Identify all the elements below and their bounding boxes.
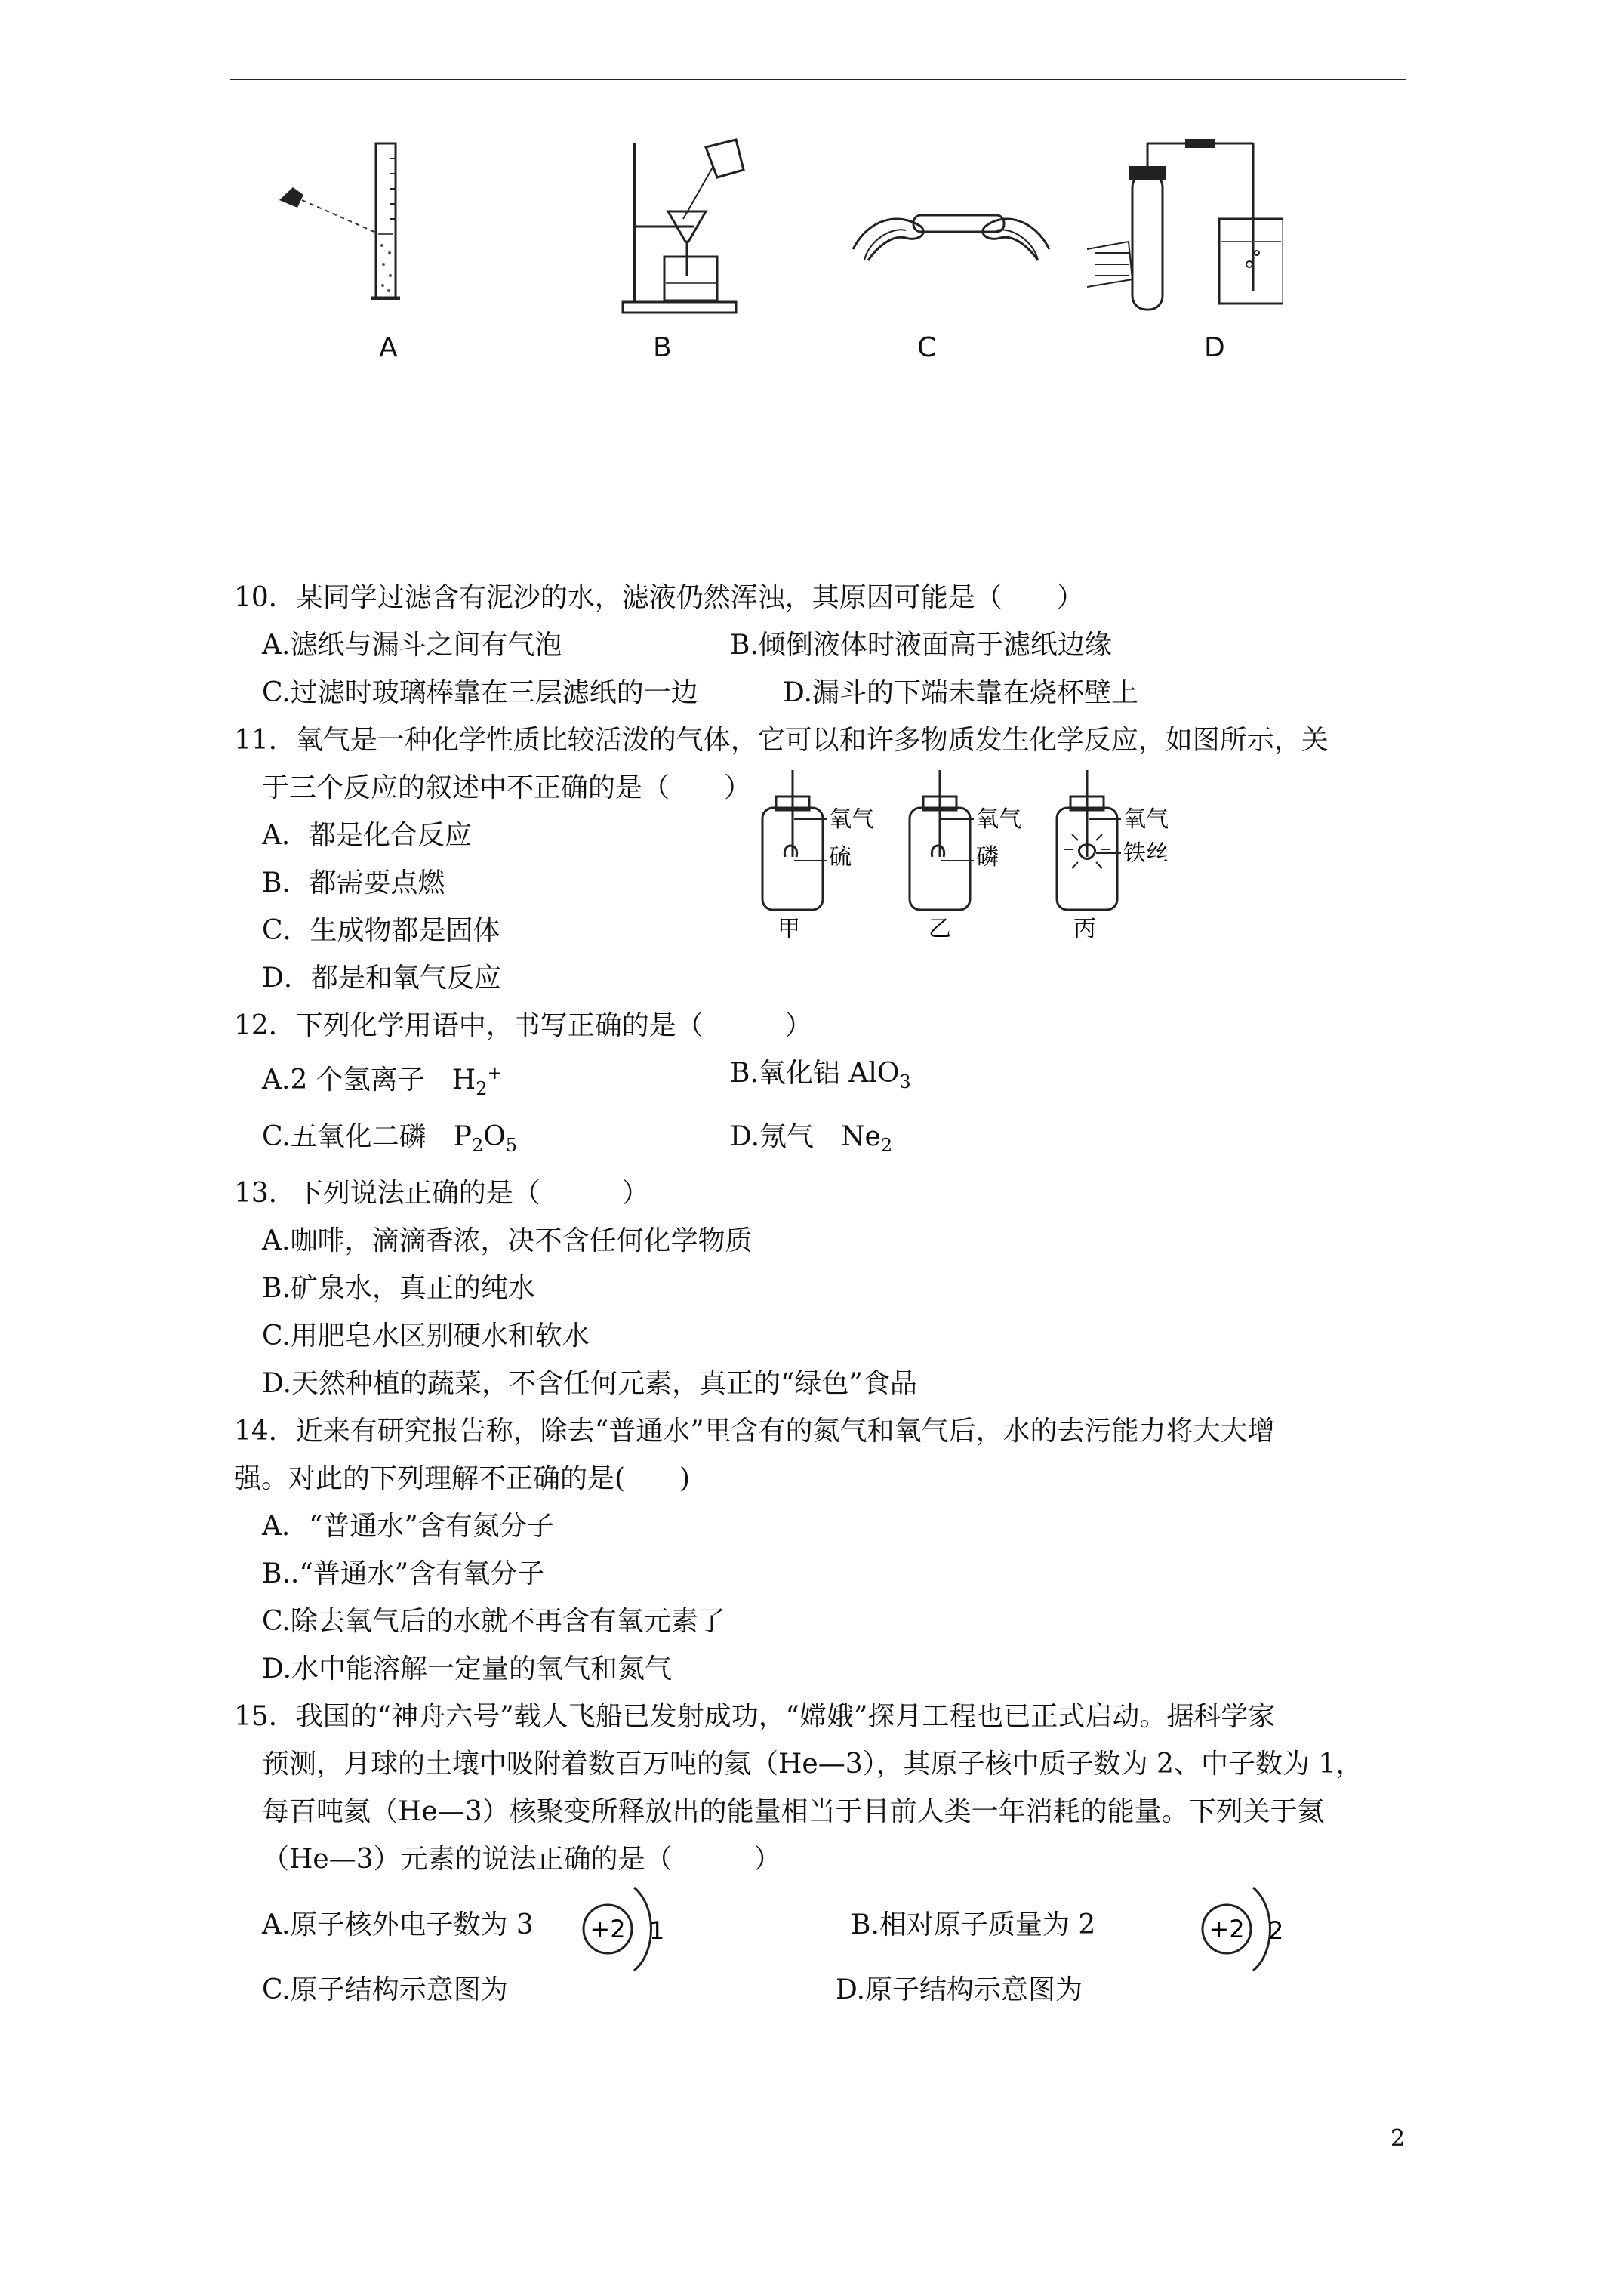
q10-stem: 10．某同学过滤含有泥沙的水，滤液仍然浑浊，其原因可能是（ ） <box>234 582 1084 613</box>
q11-option-a: A．都是化合反应 <box>262 820 472 851</box>
header-rule <box>230 79 1406 80</box>
figure-label-b: B <box>653 332 672 363</box>
q11-option-d: D．都是和氧气反应 <box>262 963 501 994</box>
q15-option-d: D.原子结构示意图为 <box>836 1974 1083 2006</box>
q14-stem-line2: 强。对此的下列理解不正确的是( ) <box>234 1463 691 1495</box>
q15-option-b: B.相对原子质量为 2 <box>851 1909 1096 1940</box>
q10-option-b: B.倾倒液体时液面高于滤纸边缘 <box>730 630 1112 661</box>
q10-option-d: D.漏斗的下端未靠在烧杯壁上 <box>783 677 1139 708</box>
q12-stem: 12．下列化学用语中，书写正确的是（ ） <box>234 1010 812 1041</box>
q13-option-d: D.天然种植的蔬菜，不含任何元素，真正的“绿色”食品 <box>262 1368 917 1400</box>
q14-option-a: A．“普通水”含有氮分子 <box>262 1511 554 1542</box>
q13-option-a: A.咖啡，滴滴香浓，决不含任何化学物质 <box>262 1225 753 1257</box>
figure-c-test-tube-hands <box>845 128 1057 325</box>
q14-stem-line1: 14．近来有研究报告称，除去“普通水”里含有的氮气和氧气后，水的去污能力将大大增 <box>234 1416 1275 1447</box>
bottle-yi-label: 乙 <box>929 916 951 942</box>
q14-option-b: B..“普通水”含有氧分子 <box>262 1558 545 1590</box>
q10-option-a: A.滤纸与漏斗之间有气泡 <box>262 630 562 661</box>
atom-diagram-1 <box>574 1880 672 1978</box>
q12-option-c: C.五氧化二磷 $P_2O_5$ <box>262 1121 518 1157</box>
figure-label-c: C <box>917 332 937 363</box>
q13-option-c: C.用肥皂水区别硬水和软水 <box>262 1321 590 1352</box>
q15-stem-line1: 15．我国的“神舟六号”载人飞船已发射成功，“嫦娥”探月工程也已正式启动。据科学家 <box>234 1701 1276 1733</box>
q12-option-d: D.氖气 $Ne_2$ <box>730 1121 893 1157</box>
q14-option-d: D.水中能溶解一定量的氧气和氮气 <box>262 1653 673 1685</box>
bottle-jia-gas: 氧气 <box>829 806 874 833</box>
q12-options-row1 <box>234 1049 1412 1113</box>
bottle-yi-gas: 氧气 <box>976 806 1021 833</box>
bottle-bing <box>1057 770 1169 942</box>
apparatus-figures <box>272 128 1329 378</box>
q10-option-c: C.过滤时玻璃棒靠在三层滤纸的一边 <box>262 677 698 708</box>
figure-label-a: A <box>379 332 398 363</box>
q14-option-c: C.除去氧气后的水就不再含有氧元素了 <box>262 1606 725 1638</box>
figure-d-airtightness-check <box>1087 128 1283 325</box>
atom-diagram-2 <box>1193 1880 1291 1978</box>
q15-stem-line4: （He—3）元素的说法正确的是（ ） <box>262 1844 781 1875</box>
bottle-jia <box>762 770 874 942</box>
bottle-yi <box>910 770 1021 942</box>
figure-label-d: D <box>1204 332 1225 363</box>
q15-stem-line2: 预测，月球的土壤中吸附着数百万吨的氦（He—3），其原子核中质子数为 2、中子数为 1， <box>262 1749 1363 1780</box>
figure-b-filtration <box>611 128 762 325</box>
atom-1-nucleus: +2 <box>590 1915 626 1943</box>
q15-stem-line3: 每百吨氦（He—3）核聚变所释放出的能量相当于目前人类一年消耗的能量。下列关于氦 <box>262 1796 1325 1828</box>
bottle-bing-label: 丙 <box>1073 916 1096 942</box>
q15-option-a: A.原子核外电子数为 3 <box>262 1909 534 1940</box>
q12-option-a: A.2 个氢离子 $H_2^+$ <box>262 1062 503 1100</box>
bottle-jia-label: 甲 <box>778 916 800 942</box>
atom-1-electrons: 1 <box>649 1916 665 1945</box>
q10-options-row1 <box>234 621 1412 669</box>
q10-options-row2 <box>234 669 1412 717</box>
q11-stem-line2: 于三个反应的叙述中不正确的是（ ） <box>262 772 752 803</box>
q15-option-c: C.原子结构示意图为 <box>262 1974 508 2006</box>
q12-options-row2 <box>234 1113 1412 1170</box>
q12-option-b: B.氧化铝 AlO$_3$ <box>730 1058 911 1093</box>
q13-stem: 13．下列说法正确的是（ ） <box>234 1178 649 1210</box>
atom-2-electrons: 2 <box>1268 1916 1284 1945</box>
q11-option-b: B．都需要点燃 <box>262 868 445 898</box>
bottle-bing-gas: 氧气 <box>1123 806 1169 833</box>
q11-option-c: C．生成物都是固体 <box>262 915 500 946</box>
bottle-yi-substance: 磷 <box>976 844 999 871</box>
figure-a-graduated-cylinder <box>272 128 423 325</box>
q11-stem-line1: 11．氧气是一种化学性质比较活泼的气体，它可以和许多物质发生化学反应，如图所示，关 <box>234 725 1329 756</box>
atom-2-nucleus: +2 <box>1209 1915 1245 1943</box>
q11-bottles-figure <box>747 766 1230 948</box>
q13-option-b: B.矿泉水，真正的纯水 <box>262 1273 535 1305</box>
page-number: 2 <box>1390 2125 1406 2152</box>
bottle-bing-substance: 铁丝 <box>1123 840 1169 867</box>
bottle-jia-substance: 硫 <box>829 844 852 871</box>
